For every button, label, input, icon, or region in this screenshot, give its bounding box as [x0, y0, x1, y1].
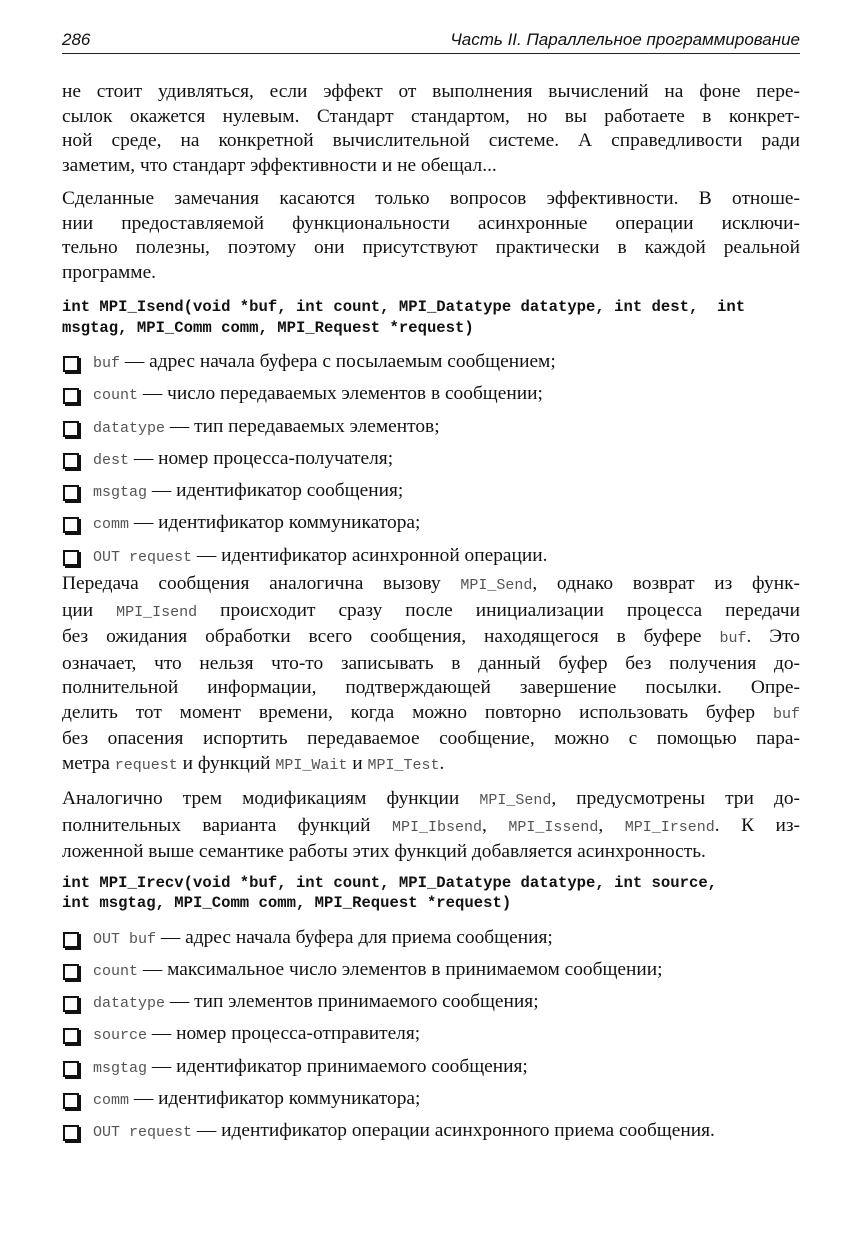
param-desc: — идентификатор принимаемого сообщения;: [147, 1055, 528, 1077]
checkbox-bullet-icon: [63, 1061, 79, 1077]
param-name: count: [93, 387, 139, 405]
text-line: ции MPI_Isend происходит сразу после инициализации процесса передачи: [62, 599, 801, 621]
checkbox-bullet-icon: [63, 485, 79, 501]
page-header: [62, 28, 800, 54]
inline-code: request: [114, 756, 178, 774]
param-name: msgtag: [93, 484, 148, 502]
param-name: comm: [93, 516, 130, 534]
isend-signature: [62, 297, 800, 338]
checkbox-bullet-icon: [63, 1093, 79, 1109]
param-desc: — идентификатор коммуникатора;: [129, 1088, 421, 1110]
checkbox-bullet-icon: [63, 421, 79, 437]
param-name: source: [93, 1027, 148, 1045]
param-desc: — тип элементов принимаемого сообщения;: [165, 991, 539, 1013]
checkbox-bullet-icon: [63, 550, 79, 566]
text-line: заметим, что стандарт эффективности и не обещал...: [62, 154, 497, 176]
inline-code: MPI_Wait: [275, 756, 348, 774]
text-line: без ожидания обработки всего сообщения, находящегося в буфере buf. Это: [62, 626, 800, 648]
checkbox-bullet-icon: [63, 1028, 79, 1044]
param-name: datatype: [93, 995, 166, 1013]
text-line: Сделанные замечания касаются только вопросов эффективности. В отноше-: [62, 188, 800, 209]
param-desc: — идентификатор асинхронной операции.: [192, 544, 548, 566]
inline-code: MPI_Isend: [116, 603, 198, 621]
paragraph-intro: [62, 80, 800, 178]
text-line: означает, что нельзя что-то записывать в данный буфер без получения до-: [62, 652, 800, 674]
inline-code: MPI_Send: [479, 792, 552, 810]
checkbox-bullet-icon: [63, 964, 79, 980]
page-number: 286: [62, 30, 91, 49]
param-desc: — номер процесса-отправителя;: [147, 1023, 421, 1045]
code-line: int MPI_Isend(void *buf, int count, MPI_Datatype datatype, int dest, int: [62, 298, 746, 316]
text-line: делить тот момент времени, когда можно повторно использовать буфер buf: [62, 701, 800, 723]
param-desc: — адрес начала буфера с посылаемым сообщением;: [120, 351, 556, 372]
list-item: [62, 511, 800, 543]
text-line: сылок окажется нулевым. Стандарт стандартом, но вы работаете в конкрет-: [62, 105, 800, 127]
code-line: int MPI_Irecv(void *buf, int count, MPI_Datatype datatype, int source,: [62, 873, 718, 892]
param-name: datatype: [93, 419, 166, 437]
param-name: count: [93, 962, 139, 980]
text-line: полнительной информации, подтверждающей завершение посылки. Опре-: [62, 677, 800, 699]
list-item: [62, 350, 800, 382]
text-line: ной среде, на конкретной вычислительной системе. А справедливости ради: [62, 130, 800, 151]
list-item: [62, 1022, 800, 1054]
paragraph-isend-explanation: [62, 572, 800, 778]
irecv-param-list: [62, 926, 800, 1152]
param-desc: — номер процесса-получателя;: [129, 447, 394, 469]
paragraph-variants: [62, 787, 800, 865]
param-name: msgtag: [93, 1059, 148, 1077]
text-line: нии предоставляемой функциональности асинхронные операции исключи-: [62, 212, 800, 234]
checkbox-bullet-icon: [63, 1125, 79, 1141]
param-desc: — тип передаваемых элементов;: [165, 415, 440, 437]
param-desc: — адрес начала буфера для приема сообщения;: [156, 926, 553, 948]
checkbox-bullet-icon: [63, 356, 79, 372]
inline-code: buf: [772, 705, 800, 723]
text-line: ложенной выше семантике работы этих функций добавляется асинхронность.: [62, 841, 706, 863]
inline-code: MPI_Ibsend: [392, 818, 483, 836]
checkbox-bullet-icon: [63, 996, 79, 1012]
checkbox-bullet-icon: [63, 517, 79, 533]
text-line: программе.: [62, 261, 157, 283]
param-name: buf: [93, 355, 121, 372]
text-line: Аналогично трем модификациям функции MPI_Send, предусмотрены три до-: [62, 788, 800, 810]
param-name: OUT request: [93, 1124, 193, 1142]
paragraph-remarks: [62, 187, 800, 285]
text-line: Передача сообщения аналогична вызову MPI_Send, однако возврат из функ-: [62, 573, 800, 595]
param-desc: — идентификатор коммуникатора;: [129, 512, 421, 534]
list-item: [62, 1119, 800, 1151]
code-line: int msgtag, MPI_Comm comm, MPI_Request *request): [62, 894, 512, 913]
param-desc: — максимальное число элементов в принимаемом сообщении;: [138, 958, 663, 980]
text-line: тельно полезны, поэтому они присутствуют практически в каждой реальной: [62, 237, 800, 258]
inline-code: MPI_Issend: [508, 818, 599, 836]
text-line: без опасения испортить передаваемое сообщение, можно с помощью пара-: [62, 728, 800, 750]
list-item: [62, 415, 800, 447]
inline-code: MPI_Send: [460, 577, 533, 595]
list-item: [62, 382, 800, 414]
list-item: [62, 447, 800, 479]
list-item: [62, 958, 800, 990]
param-desc: — число передаваемых элементов в сообщении;: [138, 383, 543, 405]
book-page: [62, 28, 800, 1152]
code-line: msgtag, MPI_Comm comm, MPI_Request *request): [62, 318, 474, 337]
list-item: [62, 990, 800, 1022]
list-item: [62, 1055, 800, 1087]
list-item: [62, 479, 800, 511]
list-item: [62, 1087, 800, 1119]
param-name: OUT buf: [93, 930, 157, 948]
list-item: [62, 926, 800, 958]
checkbox-bullet-icon: [63, 453, 79, 469]
running-title: Часть II. Параллельное программирование: [450, 30, 800, 49]
param-desc: — идентификатор операции асинхронного приема сообщения.: [192, 1120, 715, 1142]
inline-code: buf: [719, 630, 747, 648]
inline-code: MPI_Irsend: [624, 818, 715, 836]
param-desc: — идентификатор сообщения;: [147, 480, 404, 502]
text-line: полнительных варианта функций MPI_Ibsend, MPI_Issend, MPI_Irsend. К из-: [62, 814, 800, 836]
text-line: не стоит удивляться, если эффект от выполнения вычислений на фоне пере-: [62, 81, 800, 102]
checkbox-bullet-icon: [63, 932, 79, 948]
checkbox-bullet-icon: [63, 388, 79, 404]
isend-param-list: [62, 350, 800, 576]
param-name: OUT request: [93, 548, 193, 566]
param-name: dest: [93, 451, 130, 469]
text-line: метра request и функций MPI_Wait и MPI_Test.: [62, 752, 445, 774]
irecv-signature: [62, 873, 800, 914]
param-name: comm: [93, 1092, 130, 1110]
inline-code: MPI_Test: [367, 756, 440, 774]
